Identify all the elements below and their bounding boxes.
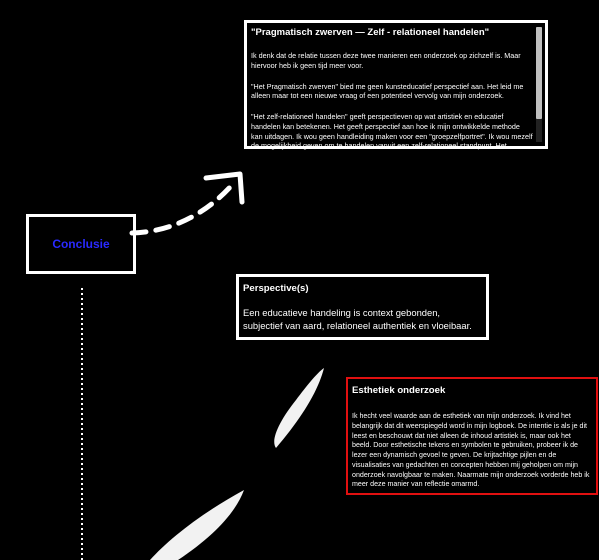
pragmatisch-paragraph: "Het zelf-relationeel handelen" geeft perspectieven op wat artistiek en educatief handelen kan betekenen. Het geeft perspectief aan hoe ik mijn ontwikkelde methode kan uitdagen. Ik wou geen handleiding maken voor een "groepzelfportret". Ik wou mezelf de mogelijkheid geven om te handelen vanuit een zelf-relationeel standpunt. Het [251,112,533,151]
perspective-box [236,274,489,340]
dashed-arrow [132,185,232,233]
pragmatisch-box [244,20,548,149]
esthetiek-title: Esthetiek onderzoek [352,385,446,396]
scrollbar-thumb[interactable] [536,27,542,119]
pragmatisch-paragraph: Ik denk dat de relatie tussen deze twee manieren een onderzoek op zichzelf is. Maar hiervoor heb ik geen tijd meer voor. [251,51,521,70]
scrollbar[interactable] [536,27,542,142]
pragmatisch-paragraph: "Het Pragmatisch zwerven" bied me geen kunsteducatief perspectief aan. Het leid me alleen maar tot een nieuwe vraag of een potentieel vervolg van mijn onderzoek. [251,81,524,101]
pragmatisch-scroll-content[interactable] [251,27,533,151]
esthetiek-text: Ik hecht veel waarde aan de esthetiek van mijn onderzoek. Ik vind het belangrijk dat dit weerspiegeld word in mijn logboek. De intentie is als je dit leest en beschouwt dat niet alleen de inhoud artistiek is, maar ook het beeld. Door esthetische tekens en symbolen te gebruiken, probeer ik de lezer een dynamisch gevoel te geven. De krijtachtige pijlen en de visualisaties van gedachten en concepten hebben mij geholpen om mijn onderzoek navolgbaar te maken. Naarmate mijn onderzoek vorderde heb ik meer deze manier van reflectie omarmd. [352,412,590,489]
perspective-text: Een educatieve handeling is context gebonden, subjectief van aard, relationeel authentiek en vloeibaar. [243,307,472,331]
perspective-title: Perspective(s) [243,283,309,294]
pragmatisch-title: "Pragmatisch zwerven — Zelf - relationeel handelen" [251,27,490,38]
esthetiek-box [346,377,598,495]
chalk-stroke-upper [274,368,324,448]
conclusie-label: Conclusie [52,237,110,251]
chalk-stroke-lower [150,490,244,560]
arrow-head [206,174,242,202]
conclusie-box[interactable] [26,214,136,274]
